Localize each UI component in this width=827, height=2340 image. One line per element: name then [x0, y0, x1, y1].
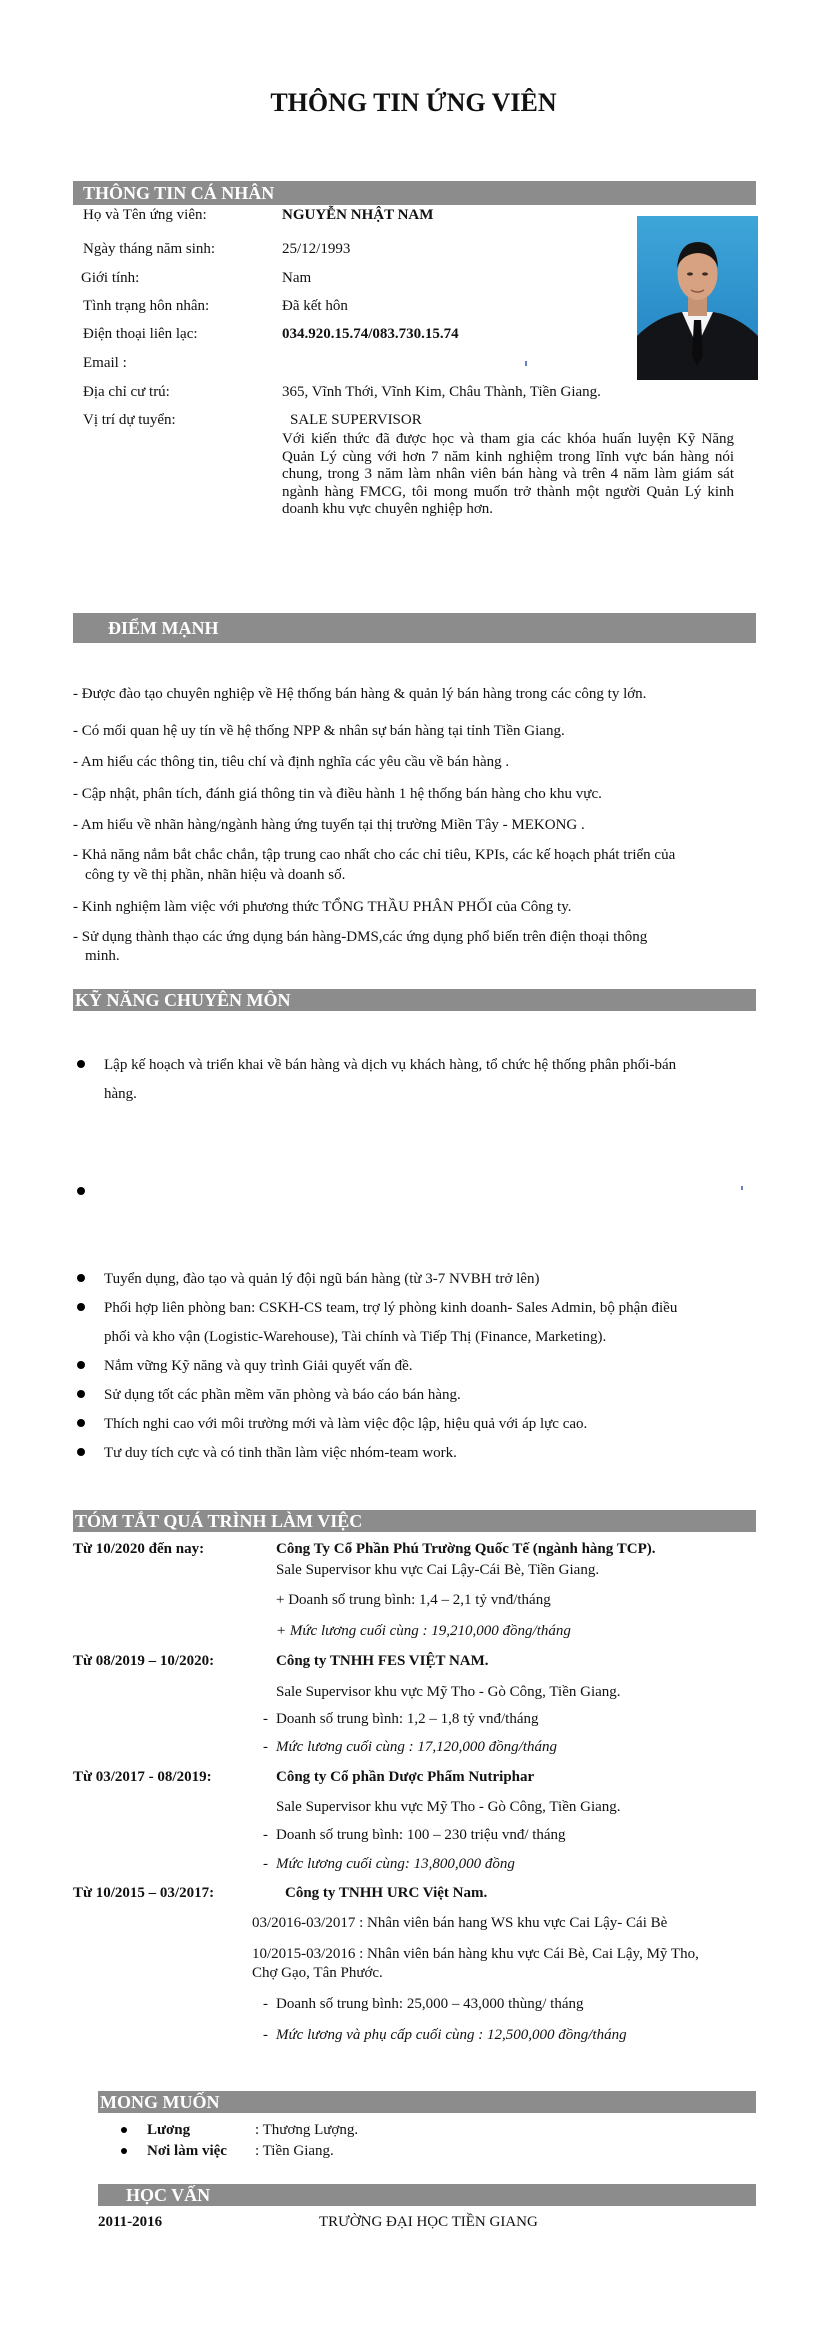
work-sales: Doanh số trung bình: 1,2 – 1,8 tỷ vnđ/tháng: [276, 1711, 539, 1727]
work-salary: Mức lương và phụ cấp cuối cùng : 12,500,000 đồng/tháng: [276, 2027, 627, 2043]
skill-item-cont: phối và kho vận (Logistic-Warehouse), Tài chính và Tiếp Thị (Finance, Marketing).: [104, 1329, 607, 1345]
bullet-icon: [77, 1390, 85, 1398]
wish-label: Nơi làm việc: [147, 2143, 227, 2159]
skill-item: Phối hợp liên phòng ban: CSKH-CS team, trợ lý phòng kinh doanh- Sales Admin, bộ phận điều: [104, 1300, 678, 1316]
section-header-education: HỌC VẤN: [98, 2184, 756, 2206]
value-name: NGUYỄN NHẬT NAM: [282, 207, 434, 223]
dash-marker: -: [263, 1739, 268, 1755]
work-sales: + Doanh số trung bình: 1,4 – 2,1 tỷ vnđ/tháng: [276, 1592, 551, 1608]
strength-item: - Cập nhật, phân tích, đánh giá thông tin và điều hành 1 hệ thống bán hàng cho khu vực.: [73, 786, 602, 802]
label-address: Địa chỉ cư trú:: [83, 384, 170, 400]
work-role: 03/2016-03/2017 : Nhân viên bán hang WS khu vực Cai Lậy- Cái Bè: [252, 1915, 668, 1931]
skill-item: Lập kế hoạch và triển khai về bán hàng và dịch vụ khách hàng, tổ chức hệ thống phân phối-bán: [104, 1057, 677, 1073]
bullet-icon: [77, 1419, 85, 1427]
strength-item-cont: minh.: [85, 948, 120, 964]
value-address: 365, Vĩnh Thới, Vĩnh Kim, Châu Thành, Tiền Giang.: [282, 384, 601, 400]
label-phone: Điện thoại liên lạc:: [83, 326, 198, 342]
bullet-icon: [77, 1274, 85, 1282]
section-header-strengths: ĐIỂM MẠNH: [73, 613, 756, 643]
value-gender: Nam: [282, 270, 312, 286]
label-name: Họ và Tên ứng viên:: [83, 207, 207, 223]
label-marital: Tình trạng hôn nhân:: [83, 298, 210, 314]
wish-value: : Thương Lượng.: [255, 2122, 359, 2138]
stray-mark: [741, 1186, 743, 1190]
candidate-photo: [637, 216, 758, 380]
work-role: Sale Supervisor khu vực Mỹ Tho - Gò Công, Tiền Giang.: [276, 1799, 621, 1815]
dash-marker: -: [263, 1856, 268, 1872]
skill-item: Nắm vững Kỹ năng và quy trình Giải quyết vấn đề.: [104, 1358, 413, 1374]
label-gender: Giới tính:: [81, 270, 140, 286]
section-header-skills: KỸ NĂNG CHUYÊN MÔN: [73, 989, 756, 1011]
strength-item: - Có mối quan hệ uy tín về hệ thống NPP & nhân sự bán hàng tại tỉnh Tiền Giang.: [73, 723, 565, 739]
education-school: TRƯỜNG ĐẠI HỌC TIỀN GIANG: [319, 2214, 538, 2230]
strength-item-cont: công ty về thị phần, nhãn hiệu và doanh số.: [85, 867, 346, 883]
dash-marker: -: [263, 2027, 268, 2043]
work-company: Công ty TNHH FES VIỆT NAM.: [276, 1653, 489, 1669]
bullet-icon: [77, 1303, 85, 1311]
work-company: Công ty Cổ phần Dược Phẩm Nutriphar: [276, 1769, 535, 1785]
work-role: 10/2015-03/2016 : Nhân viên bán hàng khu vực Cái Bè, Cai Lậy, Mỹ Tho,: [252, 1946, 699, 1962]
section-header-wishes: MONG MUỐN: [98, 2091, 756, 2113]
dash-marker: -: [263, 1827, 268, 1843]
work-salary: Mức lương cuối cùng : 17,120,000 đồng/tháng: [276, 1739, 558, 1755]
value-marital: Đã kết hôn: [282, 298, 348, 314]
work-company: Công Ty Cổ Phần Phú Trường Quốc Tế (ngành hàng TCP).: [276, 1541, 656, 1557]
education-years: 2011-2016: [98, 2214, 163, 2230]
work-sales: Doanh số trung bình: 25,000 – 43,000 thùng/ tháng: [276, 1996, 584, 2012]
bullet-icon: [77, 1060, 85, 1068]
bullet-icon: [121, 2127, 127, 2133]
bullet-icon: [77, 1361, 85, 1369]
work-period: Từ 10/2015 – 03/2017:: [73, 1885, 215, 1901]
dash-marker: -: [263, 1711, 268, 1727]
wish-value: : Tiền Giang.: [255, 2143, 334, 2159]
label-dob: Ngày tháng năm sinh:: [83, 241, 216, 257]
work-salary: + Mức lương cuối cùng : 19,210,000 đồng/tháng: [276, 1623, 571, 1639]
strength-item: - Sử dụng thành thạo các ứng dụng bán hàng-DMS,các ứng dụng phổ biến trên điện thoại thông: [73, 929, 648, 945]
value-dob: 25/12/1993: [282, 241, 351, 257]
strength-item: - Khả năng nắm bắt chắc chắn, tập trung cao nhất cho các chỉ tiêu, KPIs, các kế hoạch phát triển của: [73, 847, 676, 863]
strength-item: - Được đào tạo chuyên nghiệp về Hệ thống bán hàng & quản lý bán hàng trong các công ty lớn.: [73, 686, 647, 702]
work-company: Công ty TNHH URC Việt Nam.: [285, 1885, 488, 1901]
value-position: SALE SUPERVISOR: [290, 412, 422, 428]
wish-label: Lương: [147, 2122, 191, 2138]
work-role-cont: Chợ Gạo, Tân Phước.: [252, 1965, 383, 1981]
skill-item: Sử dụng tốt các phần mềm văn phòng và báo cáo bán hàng.: [104, 1387, 461, 1403]
email-link-mark: [525, 361, 527, 366]
page-title: THÔNG TIN ỨNG VIÊN: [270, 88, 557, 117]
section-header-personal: THÔNG TIN CÁ NHÂN: [73, 181, 756, 205]
work-period: Từ 10/2020 đến nay:: [73, 1541, 205, 1557]
work-role: Sale Supervisor khu vực Cai Lậy-Cái Bè, Tiền Giang.: [276, 1562, 600, 1578]
skill-item-cont: hàng.: [104, 1086, 137, 1102]
label-email: Email :: [83, 355, 127, 371]
skill-item: Tuyển dụng, đào tạo và quản lý đội ngũ bán hàng (từ 3-7 NVBH trở lên): [104, 1271, 540, 1287]
value-phone: 034.920.15.74/083.730.15.74: [282, 326, 459, 342]
bullet-icon: [77, 1187, 85, 1195]
work-period: Từ 03/2017 - 08/2019:: [73, 1769, 212, 1785]
bullet-icon: [77, 1448, 85, 1456]
work-role: Sale Supervisor khu vực Mỹ Tho - Gò Công, Tiền Giang.: [276, 1684, 621, 1700]
strength-item: - Am hiểu về nhãn hàng/ngành hàng ứng tuyển tại thị trường Miền Tây - MEKONG .: [73, 817, 585, 833]
work-sales: Doanh số trung bình: 100 – 230 triệu vnđ/ tháng: [276, 1827, 566, 1843]
work-salary: Mức lương cuối cùng: 13,800,000 đồng: [276, 1856, 515, 1872]
bullet-icon: [121, 2148, 127, 2154]
section-header-work: TÓM TẮT QUÁ TRÌNH LÀM VIỆC: [73, 1510, 756, 1532]
strength-item: - Kinh nghiệm làm việc với phương thức TỔNG THẦU PHÂN PHỐI của Công ty.: [73, 899, 572, 915]
dash-marker: -: [263, 1996, 268, 2012]
career-objective: Với kiến thức đã được học và tham gia các khóa huấn luyện Kỹ Năng Quản Lý cùng với hơn 7 năm kinh nghiệm trong lĩnh vực bán hàng nói chung, trong 3 năm làm nhân viên bán hàng và trên 4 năm làm giám sát ngành hàng FMCG, tôi mong muốn trở thành một người Quản Lý kinh doanh khu vực chuyên nghiệp hơn.: [282, 431, 734, 517]
skill-item: Tư duy tích cực và có tinh thần làm việc nhóm-team work.: [104, 1445, 457, 1461]
skill-item: Thích nghi cao với môi trường mới và làm việc độc lập, hiệu quả với áp lực cao.: [104, 1416, 588, 1432]
label-position: Vị trí dự tuyển:: [83, 412, 176, 428]
strength-item: - Am hiểu các thông tin, tiêu chí và định nghĩa các yêu cầu về bán hàng .: [73, 754, 510, 770]
work-period: Từ 08/2019 – 10/2020:: [73, 1653, 215, 1669]
